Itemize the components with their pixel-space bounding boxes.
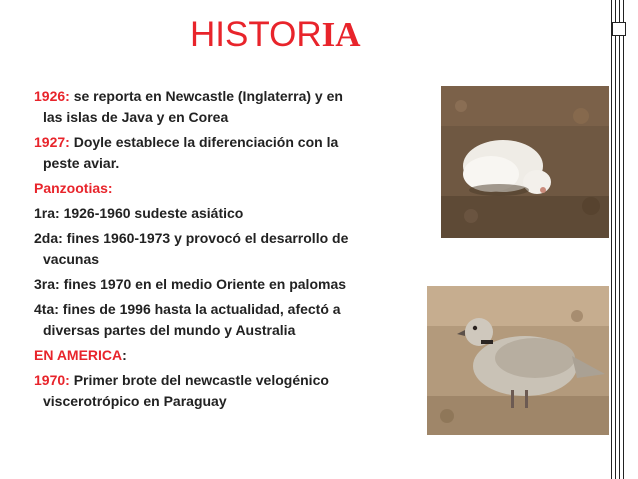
title-part-2: IA: [321, 15, 361, 54]
line-1970: [34, 370, 426, 412]
line-text: Primer brote del newcastle velogénico: [69, 372, 329, 388]
line-text: 4ta: fines de 1996 hasta la actualidad, afectó a: [34, 301, 341, 317]
line-continuation: las islas de Java y en Corea: [43, 109, 229, 125]
line-2da: [34, 228, 426, 270]
corner-square-icon: [612, 22, 626, 36]
line-continuation: diversas partes del mundo y Australia: [43, 322, 296, 338]
america-heading: [34, 345, 426, 366]
line-1926: [34, 86, 426, 128]
line-text: 3ra: fines 1970 en el medio Oriente en palomas: [34, 276, 347, 292]
line-continuation: vacunas: [43, 251, 100, 267]
line-text: 1ra: 1926-1960 sudeste asiático: [34, 205, 244, 221]
section-label: Panzootias:: [34, 180, 113, 196]
line-text: 2da: fines 1960-1973 y provocó el desarrollo de: [34, 230, 349, 246]
white-chicken-photo: [441, 86, 609, 238]
line-text: Doyle establece la diferenciación con la: [69, 134, 339, 150]
collared-dove-photo: [427, 286, 609, 435]
line-continuation: viscerotrópico en Paraguay: [43, 393, 227, 409]
decorative-border-lines: [610, 0, 638, 479]
line-text: se reporta en Newcastle (Inglaterra) y en: [69, 88, 343, 104]
line-3ra: [34, 274, 426, 295]
line-text: :: [122, 347, 127, 363]
section-label: EN AMERICA: [34, 347, 123, 363]
line-1927: [34, 132, 426, 174]
history-text: [34, 86, 426, 412]
line-1ra: [34, 203, 426, 224]
title-part-1: HISTOR: [190, 15, 322, 54]
line-4ta: [34, 299, 426, 341]
slide-title: [190, 12, 450, 58]
panzootias-heading: [34, 178, 426, 199]
year-label: 1926:: [34, 88, 70, 104]
year-label: 1970:: [34, 372, 70, 388]
year-label: 1927:: [34, 134, 70, 150]
line-continuation: peste aviar.: [43, 155, 120, 171]
